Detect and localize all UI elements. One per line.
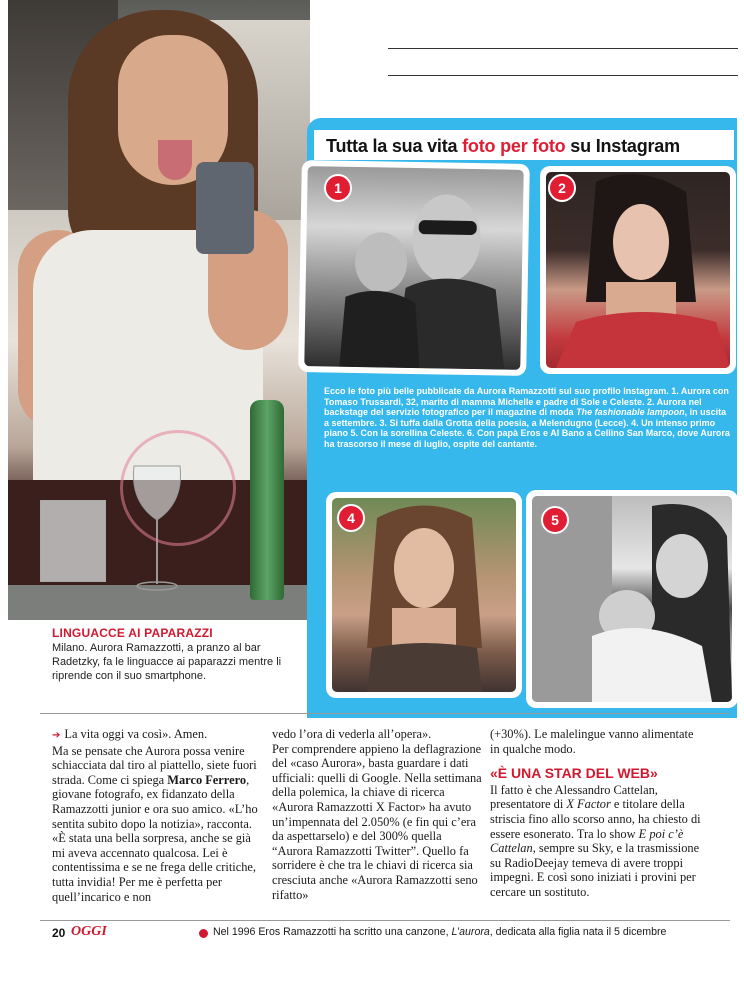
instagram-title: Tutta la sua vita foto per foto su Instagram (326, 136, 680, 156)
top-rule (388, 75, 738, 76)
footer-note: Nel 1996 Eros Ramazzotti ha scritto una canzone, L’aurora, dedicata alla figlia nata il 5 dicembre (213, 926, 667, 938)
instagram-caption: Ecco le foto più belle pubblicate da Aurora Ramazzotti sul suo profilo Instagram. 1. Aurora con Tomaso Trussardi, 32, marito di mamma Michelle e padre di Sole e Celeste. 2. Aurora nel backstage del servizio fotografico per il magazine di moda The fashionable lampoon, in uscita a settembre. 3. Si tuffa dalla Grotta della poesia, a Melendugno (Lecce). 4. Un intenso primo piano 5. Con la sorellina Celeste. 6. Con papà Eros e Al Bano a Cellino San Marco, dove Aurora ha trascorso il mese di luglio, ospite del cantante. (324, 386, 730, 449)
main-photo (8, 0, 310, 620)
bullet-dot-icon (199, 929, 208, 938)
footer-rule (40, 920, 730, 921)
magazine-brand: OGGI (71, 924, 107, 939)
article-column-1: ➔ La vita oggi va così». Amen. Ma se pensate che Aurora possa venire schiacciata dal tiro al piattello, siete fuori strada. Come ci spiega Marco Ferrero, giovane fotografo, ex fidanzato della Ramazzotti junior e ora suo amico. «L’ho sentita subito dopo la notizia», racconta. «È stata una bella sorpresa, anche se già mi aveva accennato qualcosa. Lei è contentissima e se ne frega delle critiche, tutta invidia! Per me è perfetta per quell’incarico e non (52, 727, 258, 904)
article-subheading: «È UNA STAR DEL WEB» (490, 765, 658, 782)
watermark-logo (120, 430, 236, 546)
photo-badge: 2 (548, 174, 576, 202)
top-rule (388, 48, 738, 49)
section-divider (40, 713, 730, 714)
continuation-arrow-icon: ➔ (52, 730, 61, 741)
smartphone-in-photo (196, 162, 254, 254)
photo-caption-headline: LINGUACCE AI PAPARAZZI (52, 626, 213, 640)
photo-caption-text: Milano. Aurora Ramazzotti, a pranzo al bar Radetzky, fa le linguacce ai paparazzi mentre li riprende con il suo smartphone. (52, 642, 282, 682)
photo-badge: 5 (541, 506, 569, 534)
page-number: 20 (52, 926, 66, 940)
article-column-2: vedo l’ora di vederla all’opera». Per comprendere appieno la deflagrazione del «caso Aurora», basta guardare i dati ufficiali: quelli di Google. Nella settimana della polemica, la chiave di ricerca «Aurora Ramazzotti X Factor» ha avuto un’impennata del 2.050% (e fin qui c’era da aspettarselo) e del 300% quella “Aurora Ramazzotti Twitter”. Quello fa sorridere è che tra le chiavi di ricerca sia cresciuta anche «Aurora Ramazzotti seno rifatto» (272, 727, 482, 902)
article-column-3: (+30%). Le malelingue vanno alimentate in qualche modo. «È UNA STAR DEL WEB» Il fatto è che Alessandro Cattelan, presentatore di X Factor e titolare della striscia fino allo scorso anno, ha chiesto di essere esonerato. Tra lo show E poi c’è Cattelan, sempre su Sky, e la trasmissione su RadioDeejay temeva di avere troppi impegni. E così sono iniziati i provini per cercare un sostituto. (490, 727, 701, 899)
photo-badge: 1 (324, 174, 352, 202)
photo-badge: 4 (337, 504, 365, 532)
title-highlight: foto per foto (462, 136, 566, 156)
